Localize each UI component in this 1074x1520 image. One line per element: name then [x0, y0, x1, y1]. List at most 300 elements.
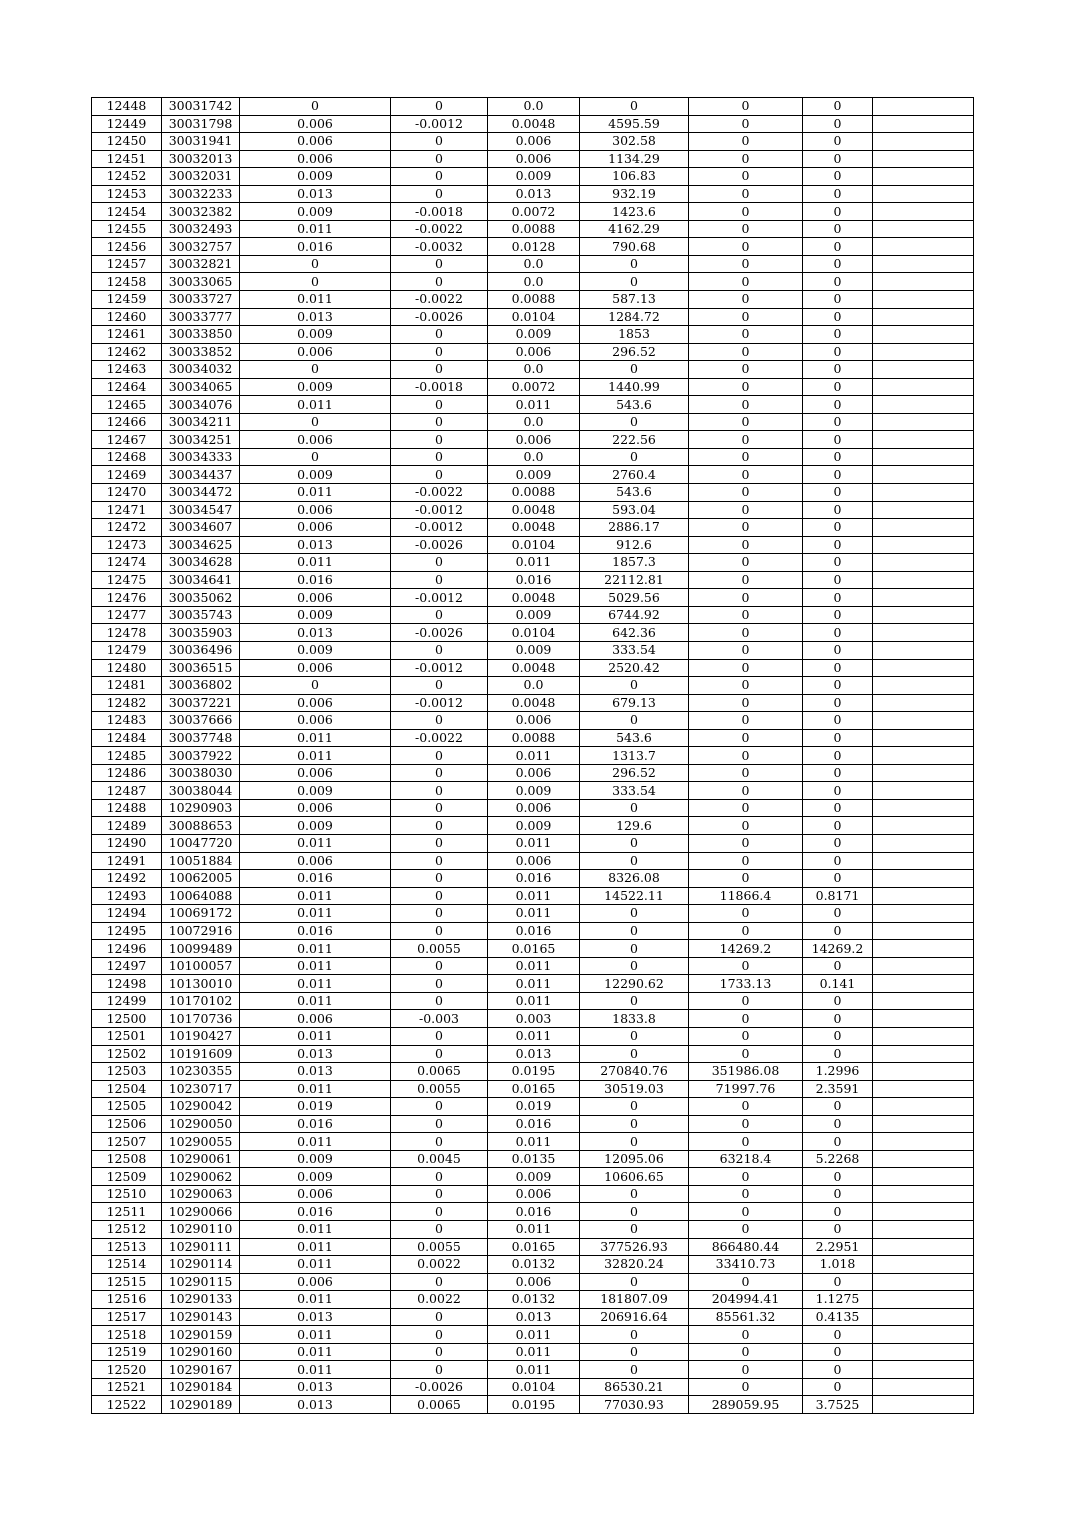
amount-cell: 0 — [580, 98, 689, 116]
table-row — [92, 168, 974, 186]
amount-2-cell: 0 — [689, 484, 803, 502]
ratio-cell: 0 — [803, 1115, 873, 1133]
table-row — [92, 519, 974, 537]
value-b-cell: 0.016 — [488, 922, 580, 940]
amount-2-cell: 0 — [689, 834, 803, 852]
adjustment-cell: 0 — [391, 975, 488, 993]
row-number-cell: 12463 — [92, 361, 162, 379]
amount-cell: 377526.93 — [580, 1238, 689, 1256]
amount-cell: 0 — [580, 361, 689, 379]
blank-cell — [873, 957, 974, 975]
value-b-cell: 0.0 — [488, 448, 580, 466]
adjustment-cell: -0.0022 — [391, 729, 488, 747]
amount-2-cell: 0 — [689, 1010, 803, 1028]
blank-cell — [873, 343, 974, 361]
amount-cell: 2760.4 — [580, 466, 689, 484]
code-cell: 10290061 — [162, 1150, 240, 1168]
amount-2-cell: 866480.44 — [689, 1238, 803, 1256]
adjustment-cell: 0 — [391, 1185, 488, 1203]
value-a-cell: 0.016 — [240, 571, 391, 589]
ratio-cell: 0 — [803, 957, 873, 975]
amount-cell: 32820.24 — [580, 1256, 689, 1274]
ratio-cell: 1.018 — [803, 1256, 873, 1274]
code-cell: 10290110 — [162, 1221, 240, 1239]
code-cell: 10290042 — [162, 1098, 240, 1116]
ratio-cell: 0 — [803, 413, 873, 431]
row-number-cell: 12519 — [92, 1343, 162, 1361]
table-row — [92, 852, 974, 870]
value-a-cell: 0.006 — [240, 764, 391, 782]
value-b-cell: 0.011 — [488, 747, 580, 765]
value-b-cell: 0.0048 — [488, 589, 580, 607]
table-row — [92, 887, 974, 905]
amount-2-cell: 0 — [689, 1045, 803, 1063]
amount-2-cell: 11866.4 — [689, 887, 803, 905]
row-number-cell: 12497 — [92, 957, 162, 975]
code-cell: 30034472 — [162, 484, 240, 502]
blank-cell — [873, 975, 974, 993]
value-a-cell: 0.009 — [240, 606, 391, 624]
adjustment-cell: 0 — [391, 1361, 488, 1379]
table-row — [92, 255, 974, 273]
value-b-cell: 0.009 — [488, 466, 580, 484]
value-a-cell: 0.013 — [240, 624, 391, 642]
blank-cell — [873, 782, 974, 800]
adjustment-cell: -0.0032 — [391, 238, 488, 256]
amount-2-cell: 0 — [689, 1115, 803, 1133]
amount-cell: 12095.06 — [580, 1150, 689, 1168]
code-cell: 30036515 — [162, 659, 240, 677]
blank-cell — [873, 887, 974, 905]
value-b-cell: 0.0104 — [488, 1378, 580, 1396]
ratio-cell: 0 — [803, 1221, 873, 1239]
amount-2-cell: 33410.73 — [689, 1256, 803, 1274]
row-number-cell: 12468 — [92, 448, 162, 466]
code-cell: 30035743 — [162, 606, 240, 624]
code-cell: 30032757 — [162, 238, 240, 256]
amount-cell: 8326.08 — [580, 870, 689, 888]
table-row — [92, 431, 974, 449]
blank-cell — [873, 361, 974, 379]
table-row — [92, 1221, 974, 1239]
adjustment-cell: 0 — [391, 992, 488, 1010]
row-number-cell: 12520 — [92, 1361, 162, 1379]
value-b-cell: 0.011 — [488, 992, 580, 1010]
ratio-cell: 0 — [803, 273, 873, 291]
amount-2-cell: 0 — [689, 992, 803, 1010]
amount-cell: 790.68 — [580, 238, 689, 256]
code-cell: 30034251 — [162, 431, 240, 449]
adjustment-cell: 0 — [391, 712, 488, 730]
table-row — [92, 747, 974, 765]
ratio-cell: 0 — [803, 571, 873, 589]
amount-cell: 6744.92 — [580, 606, 689, 624]
amount-2-cell: 0 — [689, 677, 803, 695]
adjustment-cell: -0.0022 — [391, 220, 488, 238]
value-a-cell: 0.009 — [240, 203, 391, 221]
code-cell: 30032493 — [162, 220, 240, 238]
table-row — [92, 1150, 974, 1168]
amount-cell: 0 — [580, 255, 689, 273]
amount-2-cell: 0 — [689, 1027, 803, 1045]
table-row — [92, 326, 974, 344]
value-a-cell: 0 — [240, 273, 391, 291]
amount-cell: 2520.42 — [580, 659, 689, 677]
blank-cell — [873, 115, 974, 133]
ratio-cell: 0 — [803, 677, 873, 695]
blank-cell — [873, 817, 974, 835]
amount-cell: 0 — [580, 1221, 689, 1239]
code-cell: 30035062 — [162, 589, 240, 607]
amount-cell: 77030.93 — [580, 1396, 689, 1414]
value-b-cell: 0.0048 — [488, 519, 580, 537]
table-row — [92, 1063, 974, 1081]
ratio-cell: 0 — [803, 641, 873, 659]
blank-cell — [873, 1361, 974, 1379]
blank-cell — [873, 150, 974, 168]
table-row — [92, 413, 974, 431]
value-b-cell: 0.0072 — [488, 378, 580, 396]
ratio-cell: 2.3591 — [803, 1080, 873, 1098]
value-b-cell: 0.0195 — [488, 1063, 580, 1081]
value-a-cell: 0.009 — [240, 641, 391, 659]
amount-cell: 0 — [580, 852, 689, 870]
amount-cell: 1440.99 — [580, 378, 689, 396]
value-a-cell: 0 — [240, 361, 391, 379]
table-row — [92, 1115, 974, 1133]
value-a-cell: 0.011 — [240, 1238, 391, 1256]
row-number-cell: 12502 — [92, 1045, 162, 1063]
value-b-cell: 0.0165 — [488, 1080, 580, 1098]
amount-cell: 4162.29 — [580, 220, 689, 238]
blank-cell — [873, 185, 974, 203]
adjustment-cell: 0.0022 — [391, 1256, 488, 1274]
value-a-cell: 0.006 — [240, 589, 391, 607]
ratio-cell: 0 — [803, 431, 873, 449]
table-row — [92, 1238, 974, 1256]
ratio-cell: 0 — [803, 150, 873, 168]
ratio-cell: 0 — [803, 870, 873, 888]
value-b-cell: 0.0088 — [488, 220, 580, 238]
table-row — [92, 238, 974, 256]
blank-cell — [873, 589, 974, 607]
amount-2-cell: 0 — [689, 413, 803, 431]
ratio-cell: 0 — [803, 255, 873, 273]
value-b-cell: 0.013 — [488, 1045, 580, 1063]
amount-cell: 302.58 — [580, 133, 689, 151]
adjustment-cell: -0.0026 — [391, 1378, 488, 1396]
blank-cell — [873, 536, 974, 554]
value-a-cell: 0.016 — [240, 238, 391, 256]
amount-cell: 270840.76 — [580, 1063, 689, 1081]
code-cell: 30034076 — [162, 396, 240, 414]
row-number-cell: 12495 — [92, 922, 162, 940]
amount-2-cell: 0 — [689, 273, 803, 291]
row-number-cell: 12461 — [92, 326, 162, 344]
row-number-cell: 12453 — [92, 185, 162, 203]
row-number-cell: 12470 — [92, 484, 162, 502]
row-number-cell: 12460 — [92, 308, 162, 326]
table-row — [92, 291, 974, 309]
row-number-cell: 12471 — [92, 501, 162, 519]
table-row — [92, 834, 974, 852]
row-number-cell: 12484 — [92, 729, 162, 747]
ratio-cell: 0 — [803, 133, 873, 151]
row-number-cell: 12464 — [92, 378, 162, 396]
adjustment-cell: 0 — [391, 98, 488, 116]
value-a-cell: 0.016 — [240, 1115, 391, 1133]
table-row — [92, 1291, 974, 1309]
ratio-cell: 0 — [803, 817, 873, 835]
amount-2-cell: 0 — [689, 694, 803, 712]
adjustment-cell: 0 — [391, 1221, 488, 1239]
table-row — [92, 1185, 974, 1203]
amount-cell: 0 — [580, 1185, 689, 1203]
table-row — [92, 1256, 974, 1274]
blank-cell — [873, 940, 974, 958]
blank-cell — [873, 168, 974, 186]
value-a-cell: 0.009 — [240, 378, 391, 396]
adjustment-cell: 0 — [391, 747, 488, 765]
amount-2-cell: 351986.08 — [689, 1063, 803, 1081]
amount-2-cell: 0 — [689, 606, 803, 624]
value-b-cell: 0.016 — [488, 870, 580, 888]
row-number-cell: 12485 — [92, 747, 162, 765]
amount-2-cell: 0 — [689, 115, 803, 133]
row-number-cell: 12477 — [92, 606, 162, 624]
amount-cell: 14522.11 — [580, 887, 689, 905]
ratio-cell: 0.141 — [803, 975, 873, 993]
blank-cell — [873, 220, 974, 238]
adjustment-cell: 0 — [391, 852, 488, 870]
value-b-cell: 0.009 — [488, 817, 580, 835]
value-a-cell: 0.006 — [240, 519, 391, 537]
value-b-cell: 0.0104 — [488, 536, 580, 554]
table-row — [92, 343, 974, 361]
ratio-cell: 0 — [803, 501, 873, 519]
table-row — [92, 606, 974, 624]
row-number-cell: 12451 — [92, 150, 162, 168]
amount-cell: 0 — [580, 940, 689, 958]
code-cell: 30034625 — [162, 536, 240, 554]
row-number-cell: 12522 — [92, 1396, 162, 1414]
value-b-cell: 0.011 — [488, 905, 580, 923]
value-a-cell: 0.009 — [240, 466, 391, 484]
blank-cell — [873, 712, 974, 730]
table-row — [92, 98, 974, 116]
row-number-cell: 12465 — [92, 396, 162, 414]
code-cell: 30034065 — [162, 378, 240, 396]
blank-cell — [873, 1291, 974, 1309]
amount-2-cell: 63218.4 — [689, 1150, 803, 1168]
amount-2-cell: 0 — [689, 782, 803, 800]
value-a-cell: 0.011 — [240, 291, 391, 309]
table-row — [92, 220, 974, 238]
adjustment-cell: 0 — [391, 764, 488, 782]
code-cell: 30032821 — [162, 255, 240, 273]
amount-cell: 1284.72 — [580, 308, 689, 326]
value-b-cell: 0.0165 — [488, 940, 580, 958]
value-b-cell: 0.0048 — [488, 659, 580, 677]
value-a-cell: 0.016 — [240, 922, 391, 940]
table-row — [92, 1396, 974, 1414]
blank-cell — [873, 870, 974, 888]
code-cell: 30033777 — [162, 308, 240, 326]
value-b-cell: 0.011 — [488, 1343, 580, 1361]
amount-2-cell: 0 — [689, 150, 803, 168]
row-number-cell: 12511 — [92, 1203, 162, 1221]
ratio-cell: 1.1275 — [803, 1291, 873, 1309]
value-b-cell: 0.006 — [488, 343, 580, 361]
adjustment-cell: 0 — [391, 273, 488, 291]
row-number-cell: 12515 — [92, 1273, 162, 1291]
row-number-cell: 12474 — [92, 554, 162, 572]
table-row — [92, 484, 974, 502]
code-cell: 10290111 — [162, 1238, 240, 1256]
adjustment-cell: 0 — [391, 413, 488, 431]
adjustment-cell: 0 — [391, 1045, 488, 1063]
code-cell: 30034628 — [162, 554, 240, 572]
row-number-cell: 12475 — [92, 571, 162, 589]
blank-cell — [873, 1308, 974, 1326]
value-b-cell: 0.006 — [488, 712, 580, 730]
amount-2-cell: 0 — [689, 817, 803, 835]
blank-cell — [873, 1221, 974, 1239]
value-a-cell: 0.006 — [240, 431, 391, 449]
amount-cell: 1833.8 — [580, 1010, 689, 1028]
value-b-cell: 0.013 — [488, 1308, 580, 1326]
table-row — [92, 273, 974, 291]
row-number-cell: 12512 — [92, 1221, 162, 1239]
amount-2-cell: 0 — [689, 536, 803, 554]
code-cell: 10099489 — [162, 940, 240, 958]
blank-cell — [873, 519, 974, 537]
code-cell: 30031742 — [162, 98, 240, 116]
amount-2-cell: 0 — [689, 1343, 803, 1361]
ratio-cell: 0 — [803, 1098, 873, 1116]
row-number-cell: 12467 — [92, 431, 162, 449]
adjustment-cell: 0 — [391, 782, 488, 800]
value-a-cell: 0.006 — [240, 501, 391, 519]
table-row — [92, 1098, 974, 1116]
value-b-cell: 0.006 — [488, 150, 580, 168]
blank-cell — [873, 571, 974, 589]
amount-cell: 106.83 — [580, 168, 689, 186]
table-row — [92, 150, 974, 168]
adjustment-cell: 0 — [391, 1273, 488, 1291]
value-b-cell: 0.011 — [488, 1133, 580, 1151]
code-cell: 30038030 — [162, 764, 240, 782]
code-cell: 10072916 — [162, 922, 240, 940]
blank-cell — [873, 764, 974, 782]
row-number-cell: 12454 — [92, 203, 162, 221]
value-a-cell: 0 — [240, 255, 391, 273]
row-number-cell: 12481 — [92, 677, 162, 695]
row-number-cell: 12496 — [92, 940, 162, 958]
value-b-cell: 0.0048 — [488, 115, 580, 133]
ratio-cell: 0 — [803, 1045, 873, 1063]
code-cell: 30033852 — [162, 343, 240, 361]
code-cell: 10290184 — [162, 1378, 240, 1396]
value-a-cell: 0.006 — [240, 659, 391, 677]
code-cell: 10290055 — [162, 1133, 240, 1151]
blank-cell — [873, 905, 974, 923]
adjustment-cell: 0 — [391, 448, 488, 466]
blank-cell — [873, 799, 974, 817]
amount-2-cell: 0 — [689, 589, 803, 607]
blank-cell — [873, 1378, 974, 1396]
amount-2-cell: 0 — [689, 361, 803, 379]
ratio-cell: 0 — [803, 220, 873, 238]
amount-2-cell: 0 — [689, 1361, 803, 1379]
table-row — [92, 1168, 974, 1186]
amount-2-cell: 0 — [689, 922, 803, 940]
blank-cell — [873, 484, 974, 502]
blank-cell — [873, 1168, 974, 1186]
value-b-cell: 0.011 — [488, 554, 580, 572]
amount-2-cell: 0 — [689, 1326, 803, 1344]
ratio-cell: 0 — [803, 115, 873, 133]
row-number-cell: 12492 — [92, 870, 162, 888]
adjustment-cell: 0 — [391, 922, 488, 940]
row-number-cell: 12509 — [92, 1168, 162, 1186]
amount-cell: 0 — [580, 273, 689, 291]
table-row — [92, 466, 974, 484]
table-row — [92, 817, 974, 835]
value-a-cell: 0.019 — [240, 1098, 391, 1116]
ratio-cell: 0 — [803, 764, 873, 782]
table-row — [92, 922, 974, 940]
adjustment-cell: -0.0012 — [391, 519, 488, 537]
value-b-cell: 0.011 — [488, 1326, 580, 1344]
table-row — [92, 185, 974, 203]
table-row — [92, 1133, 974, 1151]
table-row — [92, 1010, 974, 1028]
value-a-cell: 0.006 — [240, 115, 391, 133]
code-cell: 30031798 — [162, 115, 240, 133]
blank-cell — [873, 413, 974, 431]
code-cell: 10290189 — [162, 1396, 240, 1414]
value-a-cell: 0.011 — [240, 729, 391, 747]
value-a-cell: 0.006 — [240, 1185, 391, 1203]
value-a-cell: 0.013 — [240, 1045, 391, 1063]
ratio-cell: 0 — [803, 1133, 873, 1151]
ratio-cell: 0 — [803, 659, 873, 677]
adjustment-cell: 0.0055 — [391, 1238, 488, 1256]
table-row — [92, 729, 974, 747]
row-number-cell: 12476 — [92, 589, 162, 607]
ratio-cell: 0 — [803, 1343, 873, 1361]
blank-cell — [873, 694, 974, 712]
ratio-cell: 5.2268 — [803, 1150, 873, 1168]
table-row — [92, 677, 974, 695]
blank-cell — [873, 992, 974, 1010]
value-b-cell: 0.009 — [488, 1168, 580, 1186]
value-a-cell: 0.006 — [240, 150, 391, 168]
value-b-cell: 0.0128 — [488, 238, 580, 256]
code-cell: 30033065 — [162, 273, 240, 291]
blank-cell — [873, 1256, 974, 1274]
amount-cell: 0 — [580, 1133, 689, 1151]
code-cell: 10100057 — [162, 957, 240, 975]
amount-cell: 543.6 — [580, 729, 689, 747]
amount-2-cell: 0 — [689, 957, 803, 975]
amount-cell: 543.6 — [580, 396, 689, 414]
ratio-cell: 0 — [803, 589, 873, 607]
code-cell: 30032233 — [162, 185, 240, 203]
row-number-cell: 12491 — [92, 852, 162, 870]
code-cell: 30034211 — [162, 413, 240, 431]
